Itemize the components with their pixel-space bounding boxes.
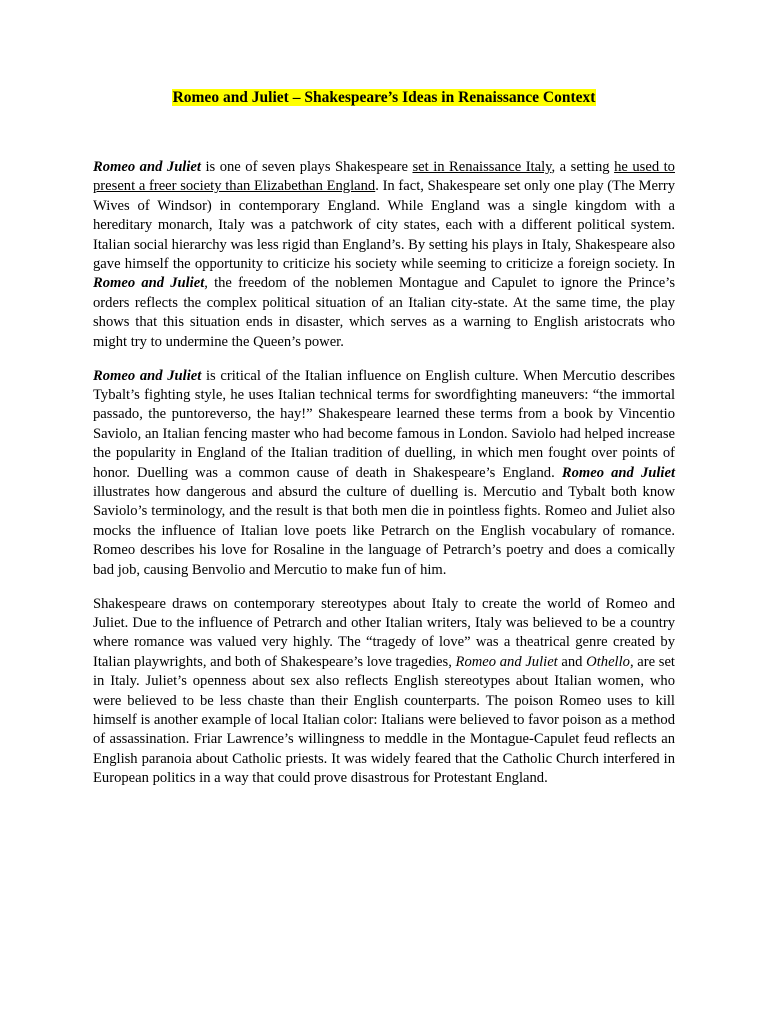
text-run: Shakespeare draws on contemporary stereotypes about Italy to create the world of Romeo and Juliet. Due to the influence of Petrarch and other Italian writers, Italy was believed to be a country where romance was valued very highly. The “tragedy of love” was a theatrical genre created by Italian playwrights, and both of Shakespeare’s love tragedies, (93, 595, 675, 670)
paragraph-2 (93, 367, 675, 580)
play-title: Othello (586, 653, 630, 670)
play-title: Romeo and Juliet (455, 653, 558, 670)
paragraph-3 (93, 595, 675, 789)
document-page (93, 88, 675, 803)
play-title: Romeo and Juliet (93, 367, 202, 384)
text-run: is critical of the Italian influence on English culture. When Mercutio describes Tybalt’s fighting style, he uses Italian technical terms for swordfighting maneuvers: “the immortal passado, the puntoreverso, the hay!” Shakespeare learned these terms from a book by Vincentio Saviolo, an Italian fencing master who had become famous in London. Saviolo had helped increase the popularity in England of the Italian tradition of duelling, in which men fought over points of honor. Duelling was a common cause of death in Shakespeare’s England. (93, 367, 676, 481)
text-run: , are set in Italy. Juliet’s openness about sex also reflects English stereotypes about Italian women, who were believed to be less chaste than their English counterparts. The poison Romeo uses to kill himself is another example of local Italian color: Italians were believed to favor poison as a method of assassination. Friar Lawrence’s willingness to meddle in the Montague-Capulet feud reflects an English paranoia about Catholic priests. It was widely feared that the Catholic Church interfered in European politics in a way that could prove disastrous for Protestant England. (93, 653, 675, 787)
underlined-link[interactable]: set in Renaissance Italy (412, 159, 552, 175)
document-title: Romeo and Juliet – Shakespeare’s Ideas in Renaissance Context (172, 89, 596, 106)
underlined-link[interactable]: he used to present a freer society than Elizabethan England (93, 159, 675, 195)
play-title: Romeo and Juliet (561, 464, 675, 481)
title-block (93, 88, 675, 108)
text-run: . In fact, Shakespeare set only one play (The Merry Wives of Windsor) in contemporary England. While England was a single kingdom with a hereditary monarch, Italy was a patchwork of city states, each with a different political system. Italian social hierarchy was less rigid than England’s. By setting his plays in Italy, Shakespeare also gave himself the opportunity to criticize his society while seeming to criticize a foreign society. In (93, 178, 675, 273)
text-run: , a setting (551, 159, 615, 175)
text-run: illustrates how dangerous and absurd the culture of duelling is. Mercutio and Tybalt both know Saviolo’s terminology, and the result is that both men die in pointless fights. Romeo and Juliet also mocks the influence of Italian love poets like Petrarch on the English vocabulary of romance. Romeo describes his love for Rosaline in the language of Petrarch’s poetry and does a comically bad job, causing Benvolio and Mercutio to make fun of him. (93, 484, 675, 578)
play-title: Romeo and Juliet (93, 159, 201, 175)
play-title: Romeo and Juliet (93, 275, 205, 292)
text-run: is one of seven plays Shakespeare (200, 159, 413, 175)
paragraph-1 (93, 158, 675, 352)
text-run: and (557, 653, 587, 670)
text-run: , the freedom of the noblemen Montague and Capulet to ignore the Prince’s orders reflects the complex political situation of an Italian city-state. At the same time, the play shows that this situation ends in disaster, which serves as a warning to English aristocrats who might try to undermine the Queen’s power. (93, 275, 676, 350)
